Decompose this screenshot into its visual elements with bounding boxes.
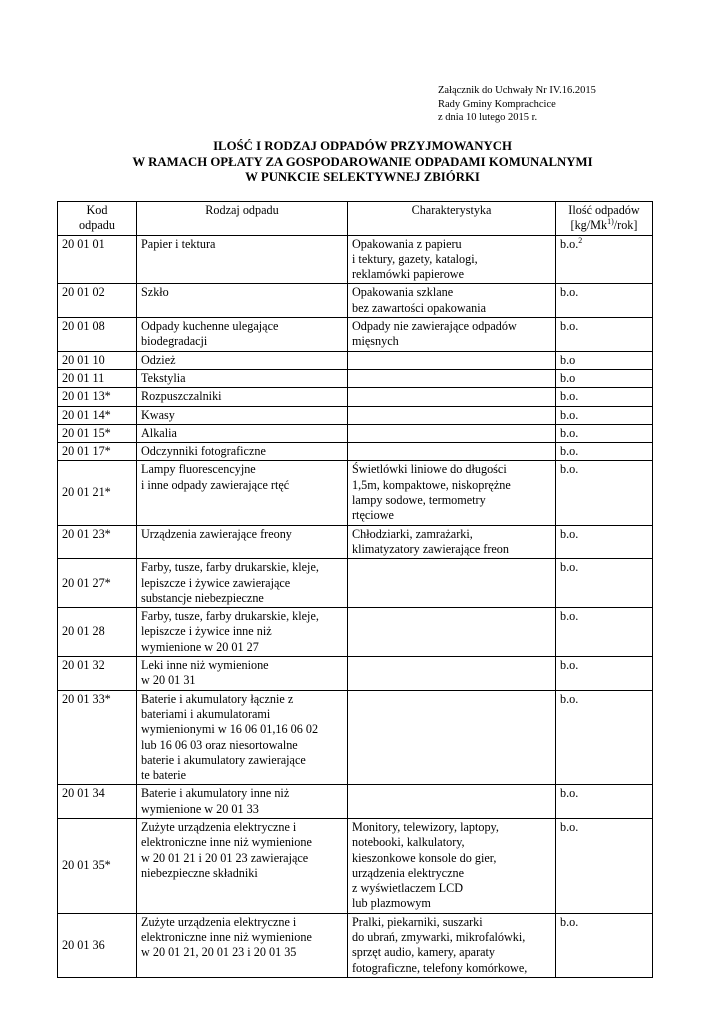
document-title-line: W PUNKCIE SELEKTYWNEJ ZBIÓRKI: [245, 170, 480, 184]
waste-code: 20 01 34: [58, 785, 137, 819]
table-row: [58, 388, 653, 406]
waste-type: Tekstylia: [137, 369, 348, 387]
header-type: Rodzaj odpadu: [137, 202, 348, 236]
waste-amount: b.o.: [556, 461, 653, 525]
waste-description: Chłodziarki, zamrażarki, klimatyzatory zawierające freon: [348, 525, 556, 559]
waste-type: Baterie i akumulatory łącznie z bateriami i akumulatorami wymienionymi w 16 06 01,16 06 02 lub 16 06 03 oraz niesortowalne baterie i akumulatory zawierające te baterie: [137, 690, 348, 785]
waste-type: Odczynniki fotograficzne: [137, 443, 348, 461]
waste-amount: [556, 235, 653, 284]
table-row: [58, 913, 653, 977]
waste-code: 20 01 10: [58, 351, 137, 369]
table-row: [58, 424, 653, 442]
waste-amount: b.o.: [556, 913, 653, 977]
waste-code: 20 01 01: [58, 235, 137, 284]
waste-type: Odpady kuchenne ulegające biodegradacji: [137, 318, 348, 352]
table-row: [58, 235, 653, 284]
waste-code: 20 01 11: [58, 369, 137, 387]
waste-description: Opakowania szklane bez zawartości opakowania: [348, 284, 556, 318]
waste-amount-footnote: 2: [578, 235, 583, 245]
table-row: [58, 461, 653, 525]
waste-description: [348, 657, 556, 691]
waste-code: 20 01 14*: [58, 406, 137, 424]
table-header-row: [58, 202, 653, 236]
table-row: [58, 690, 653, 785]
waste-description: [348, 559, 556, 608]
header-amount-unit-footnote: 1): [607, 217, 614, 227]
waste-type: Farby, tusze, farby drukarskie, kleje, lepiszcze i żywice zawierające substancje niebezpieczne: [137, 559, 348, 608]
waste-code: 20 01 02: [58, 284, 137, 318]
waste-code: 20 01 08: [58, 318, 137, 352]
waste-amount: b.o.: [556, 559, 653, 608]
waste-amount: b.o.: [556, 406, 653, 424]
header-amount-unit-suffix: /rok]: [613, 218, 638, 233]
waste-amount: b.o: [556, 369, 653, 387]
waste-amount: b.o.: [556, 525, 653, 559]
header-amount-unit: [kg/Mk: [570, 218, 608, 233]
header-amount: [556, 202, 653, 236]
waste-amount: b.o.: [556, 318, 653, 352]
waste-type: Baterie i akumulatory inne niż wymienione w 20 01 33: [137, 785, 348, 819]
waste-code: 20 01 15*: [58, 424, 137, 442]
waste-amount: b.o.: [556, 690, 653, 785]
waste-table: [57, 201, 653, 978]
table-row: [58, 284, 653, 318]
waste-description: [348, 608, 556, 657]
waste-description: [348, 690, 556, 785]
waste-amount: b.o.: [556, 443, 653, 461]
waste-amount: b.o.: [556, 388, 653, 406]
table-row: [58, 525, 653, 559]
waste-code: 20 01 35*: [58, 818, 137, 913]
waste-code: 20 01 32: [58, 657, 137, 691]
waste-code: 20 01 28: [58, 608, 137, 657]
waste-description: [348, 406, 556, 424]
table-row: [58, 406, 653, 424]
table-row: [58, 318, 653, 352]
waste-amount: b.o.: [556, 608, 653, 657]
waste-code: 20 01 33*: [58, 690, 137, 785]
waste-type: Odzież: [137, 351, 348, 369]
document-title: [0, 139, 725, 186]
header-amount-label: Ilość odpadów: [568, 203, 640, 217]
table-row: [58, 785, 653, 819]
waste-description: [348, 351, 556, 369]
waste-description: Pralki, piekarniki, suszarki do ubrań, zmywarki, mikrofalówki, sprzęt audio, kamery, aparaty fotograficzne, telefony komórkowe,: [348, 913, 556, 977]
waste-description: Opakowania z papieru i tektury, gazety, katalogi, reklamówki papierowe: [348, 235, 556, 284]
waste-description: Monitory, telewizory, laptopy, notebooki, kalkulatory, kieszonkowe konsole do gier, urządzenia elektryczne z wyświetlaczem LCD lub plazmowym: [348, 818, 556, 913]
waste-code: 20 01 23*: [58, 525, 137, 559]
resolution-note-line: z dnia 10 lutego 2015 r.: [438, 112, 538, 123]
waste-type: Papier i tektura: [137, 235, 348, 284]
waste-description: [348, 369, 556, 387]
waste-description: Odpady nie zawierające odpadów mięsnych: [348, 318, 556, 352]
waste-type: Zużyte urządzenia elektryczne i elektroniczne inne niż wymienione w 20 01 21 i 20 01 23 zawierające niebezpieczne składniki: [137, 818, 348, 913]
waste-description: [348, 785, 556, 819]
waste-code: 20 01 17*: [58, 443, 137, 461]
waste-description: Świetlówki liniowe do długości 1,5m, kompaktowe, niskoprężne lampy sodowe, termometry rtęciowe: [348, 461, 556, 525]
waste-code: 20 01 36: [58, 913, 137, 977]
waste-code: 20 01 27*: [58, 559, 137, 608]
table-row: [58, 351, 653, 369]
table-row: [58, 559, 653, 608]
waste-type: Urządzenia zawierające freony: [137, 525, 348, 559]
document-title-line: ILOŚĆ I RODZAJ ODPADÓW PRZYJMOWANYCH: [213, 139, 512, 153]
document-title-line: W RAMACH OPŁATY ZA GOSPODAROWANIE ODPADAMI KOMUNALNYMI: [132, 154, 593, 169]
waste-type: Kwasy: [137, 406, 348, 424]
waste-type: Alkalia: [137, 424, 348, 442]
waste-amount: b.o: [556, 351, 653, 369]
table-row: [58, 818, 653, 913]
waste-type: Farby, tusze, farby drukarskie, kleje, lepiszcze i żywice inne niż wymienione w 20 01 27: [137, 608, 348, 657]
waste-description: [348, 388, 556, 406]
resolution-note-line: Załącznik do Uchwały Nr IV.16.2015: [438, 85, 596, 96]
waste-type: Leki inne niż wymienione w 20 01 31: [137, 657, 348, 691]
waste-code: 20 01 21*: [58, 461, 137, 525]
waste-amount: b.o.: [556, 657, 653, 691]
table-row: [58, 657, 653, 691]
resolution-note-line: Rady Gminy Komprachcice: [438, 98, 556, 110]
waste-type: Lampy fluorescencyjne i inne odpady zawierające rtęć: [137, 461, 348, 525]
header-code: Kod odpadu: [58, 202, 137, 236]
table-row: [58, 369, 653, 387]
waste-amount: b.o.: [556, 818, 653, 913]
waste-amount-value: b.o.: [560, 236, 579, 251]
waste-description: [348, 424, 556, 442]
waste-type: Zużyte urządzenia elektryczne i elektroniczne inne niż wymienione w 20 01 21, 20 01 23 i 20 01 35: [137, 913, 348, 977]
waste-amount: b.o.: [556, 785, 653, 819]
waste-amount: b.o.: [556, 284, 653, 318]
waste-description: [348, 443, 556, 461]
resolution-note: [438, 84, 596, 125]
table-row: [58, 443, 653, 461]
waste-type: Szkło: [137, 284, 348, 318]
waste-type: Rozpuszczalniki: [137, 388, 348, 406]
header-description: Charakterystyka: [348, 202, 556, 236]
waste-code: 20 01 13*: [58, 388, 137, 406]
waste-amount: b.o.: [556, 424, 653, 442]
table-row: [58, 608, 653, 657]
